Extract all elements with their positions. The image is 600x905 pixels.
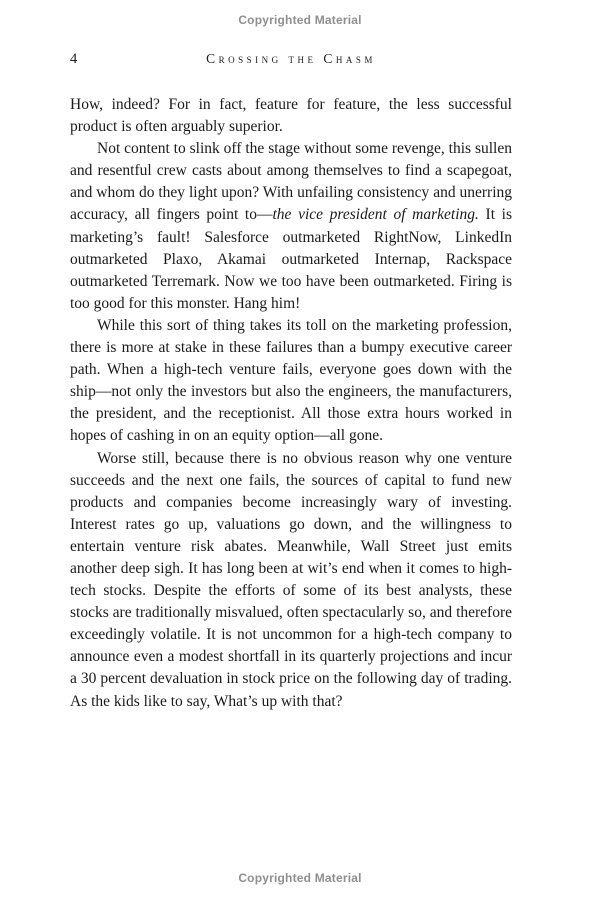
paragraph-text: While this sort of thing takes its toll on the marketing profession, there is more at stake in these failures than a bumpy executive career path. When a high-tech venture fails, everyone goes down with the ship—not only the investors but also the engineers, the manufacturers, the president, and the receptionist. All those extra hours worked in hopes of cashing in on an equity option—all gone.: [70, 316, 512, 445]
copyright-notice-top: Copyrighted Material: [238, 13, 362, 27]
paragraph-text-italic: the vice president of marketing.: [272, 206, 479, 224]
paragraph: [70, 315, 512, 448]
paragraph: [70, 448, 512, 713]
running-header: Crossing the Chasm: [206, 51, 376, 66]
paragraph-text: It is marketing’s fault! Salesforce outmarketed RightNow, LinkedIn outmarketed Plaxo, Akamai outmarketed Internap, Rackspace outmarketed Terremark. Now we too have been outmarketed. Firing is too good for this monster. Hang him!: [70, 206, 513, 312]
paragraph: [70, 94, 512, 138]
body-text: [70, 94, 512, 713]
copyright-notice-bottom: Copyrighted Material: [238, 871, 362, 885]
paragraph-text: Worse still, because there is no obvious reason why one venture succeeds and the next one fails, the sources of capital to fund new products and companies become increasingly wary of investing. Interest rates go up, valuations go down, and the willingness to entertain venture risk abates. Meanwhile, Wall Street just emits another deep sigh. It has long been at wit’s end when it comes to high-tech stocks. Despite the efforts of some of its best analysts, these stocks are traditionally misvalued, often spectacularly so, and therefore exceedingly volatile. It is not uncommon for a high-tech company to announce even a modest shortfall in its quarterly projections and incur a 30 percent devaluation in stock price on the following day of trading. As the kids like to say, What’s up with that?: [70, 449, 512, 710]
paragraph-text: Not content to slink off the stage without some revenge, this sullen and resentful crew casts about among themselves to find a scapegoat, and whom do they light upon? With unfailing consistency and unerring accuracy, all fingers point to—: [70, 140, 512, 224]
page-header: [70, 51, 512, 71]
paragraph-text: How, indeed? For in fact, feature for feature, the less successful product is often arguably superior.: [70, 96, 512, 136]
page-number: 4: [70, 51, 78, 67]
paragraph: [70, 138, 512, 315]
